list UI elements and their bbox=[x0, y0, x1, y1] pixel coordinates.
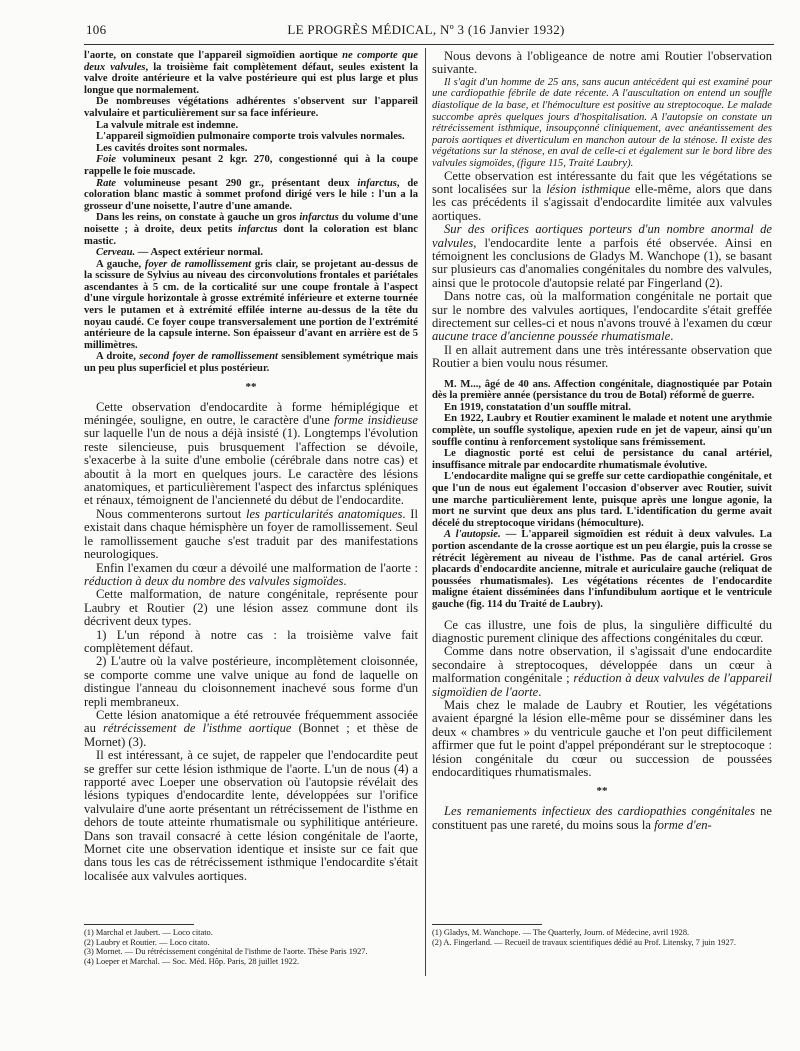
paragraph: Enfin l'examen du cœur a dévoilé une malformation de l'aorte : réduction à deux du nombre des valvules sigmoïdes. bbox=[84, 560, 418, 588]
footnote: (2) A. Fingerland. — Recueil de travaux scientifiques dédié au Prof. Litensky, 7 juin 1927. bbox=[432, 937, 736, 947]
paragraph: Rate volumineuse pesant 290 gr., présentant deux infarctus, de coloration blanc mastic à sommet profond dirigé vers le hile : l'un a la grosseur d'une noisette, l'autre d'une amande. bbox=[84, 177, 419, 212]
footnote: (3) Mornet. — Du rétrécissement congénital de l'isthme de l'aorte. Thèse Paris 1927. bbox=[84, 947, 368, 957]
column-divider bbox=[425, 48, 426, 976]
paragraph: Cette malformation, de nature congénitale, représente pour Laubry et Routier (2) une lésion assez commune dont ils décrivent deux types. bbox=[84, 587, 418, 629]
paragraph: l'aorte, on constate que l'appareil sigmoïdien aortique ne comporte que deux valvules, la troisième fait complètement défaut, seules existent la valve droite antérieure et la valve postérieure qui est plus large et plus longue que normalement. bbox=[84, 50, 418, 96]
paragraph: Sur des orifices aortiques porteurs d'un nombre anormal de valvules, l'endocardite lente a parfois été observée. Ainsi en témoignent les conclusions de Gladys M. Wanchope (1), se basant sur plusieurs cas d'anomalies congénitales du nombre des valvules, ainsi que le protocole d'autopsie relaté par Fingerland (2). bbox=[432, 222, 772, 290]
header-rule bbox=[84, 44, 774, 45]
section-separator: ** bbox=[245, 380, 257, 393]
paragraph: Il en allait autrement dans une très intéressante observation que Routier a bien voulu nous résumer. bbox=[432, 342, 772, 371]
running-title: LE PROGRÈS MÉDICAL, Nº 3 (16 Janvier 1932) bbox=[287, 22, 565, 37]
paragraph: Nous commenterons surtout les particularités anatomiques. Il existait dans chaque hémisphère un foyer de ramollissement. Seul le ramollissement gauche s'est traduit par des manifestations neurologiques. bbox=[84, 506, 418, 562]
paragraph: A l'autopsie. — L'appareil sigmoïdien est réduit à deux valvules. La portion ascendante de la crosse aortique est un peu élargie, puis la crosse se rétrécit légèrement au niveau de l'isthme. Pas de canal artériel. Gros placards d'endocardite ancienne, mitrale et auriculaire gauche (reliquat de poussées rhumatismales). Les végétations récentes de l'endocardite maligne étaient disséminées dans l'infundibulum aortique et le ventricule gauche (fig. 114 du Traité de Laubry). bbox=[432, 529, 772, 610]
paragraph: La valvule mitrale est indemne. bbox=[96, 119, 239, 131]
footnote-rule bbox=[432, 924, 542, 925]
running-header bbox=[86, 20, 766, 42]
paragraph: Dans notre cas, où la malformation congénitale ne portait que sur le nombre des valvules aortiques, l'endocardite s'était greffée directement sur celles-ci et nous n'avons trouvé à l'examen du cœur aucune trace d'ancienne poussée rhumatismale. bbox=[432, 289, 772, 344]
paragraph: Dans les reins, on constate à gauche un gros infarctus du volume d'une noisette ; à droite, deux petits infarctus dont la coloration est blanc mastic. bbox=[84, 212, 418, 247]
paragraph: L'endocardite maligne qui se greffe sur cette cardiopathie congénitale, et que l'un de nous eut également l'occasion d'observer avec Routier, suivit une marche particulièrement lente, puisque après une longue agonie, la mort ne survint que deux ans plus tard. L'identification du germe avait décelé du streptocoque viridans (hémoculture). bbox=[432, 471, 772, 529]
footnote: (1) Marchal et Jaubert. — Loco citato. bbox=[84, 928, 213, 937]
paragraph: Nous devons à l'obligeance de notre ami Routier l'observation suivante. bbox=[432, 49, 772, 77]
footnote: (1) Gladys, M. Wanchope. — The Quarterly, Journ. of Médecine, avril 1928. bbox=[432, 928, 690, 937]
left-footnotes bbox=[84, 920, 418, 966]
footnote: (4) Loeper et Marchal. — Soc. Méd. Hôp. Paris, 28 juillet 1922. bbox=[84, 956, 300, 966]
paragraph: Mais chez le malade de Laubry et Routier, les végétations avaient épargné la lésion elle-même pour se disséminer dans les deux « chambres » du ventricule gauche et l'on peut difficilement affirmer que fut le point d'appel prépondérant sur le streptocoque : lésion congénitale du cœur ou succession de poussées endocarditiques rhumatismales. bbox=[432, 697, 772, 779]
footnote: (2) Laubry et Routier. — Loco citato. bbox=[84, 937, 210, 947]
paragraph: Cette observation est intéressante du fait que les végétations se sont localisées sur la lésion isthmique elle-même, alors que dans les cas précédents il s'agissait d'endocardite limitée aux valvules aortiques. bbox=[432, 168, 772, 223]
right-column bbox=[432, 50, 772, 832]
paragraph: A gauche, foyer de ramollissement gris clair, se projetant au-dessus de la scissure de Sylvius au niveau des circonvolutions frontales et pariétales ascendantes à 5 cm. de la corticalité sur une coupe frontale à l'aspect d'une virgule horizontale à grosse extrémité inférieure et externe tournée vers le putamen et à extrémité effilée interne au-dessus de la tête du noyau caudé. Ce foyer coupe transversalement une portion de l'extrémité antérieure de la capsule interne. Son épaisseur d'avant en arrière est de 5 millimètres. bbox=[84, 258, 418, 351]
paragraph: En 1919, constatation d'un souffle mitral. bbox=[444, 401, 631, 413]
paragraph: Il s'agit d'un homme de 25 ans, sans aucun antécédent qui est examiné pour une cardiopathie fébrile de date récente. A l'auscultation on entend un souffle diastolique de la base, et l'hémoculture est positive au streptocoque. Le malade succombe après quelques jours d'hospitalisation. A l'autopsie on constate un rétrécissement isthmique, insoupçonné cliniquement, avec anéantissement des parois aortiques et diverticulum en manchon autour de la sténose. Il existe des végétations sur la sténose, en aval de celle-ci et également sur le bord libre des valvules sigmoïdes, (figure 115, Traité Laubry). bbox=[432, 76, 772, 169]
section-separator: ** bbox=[596, 785, 608, 798]
paragraph: Les remaniements infectieux des cardiopathies congénitales ne constituent pas une rareté, du moins sous la forme d'en- bbox=[432, 804, 772, 832]
paragraph: Le diagnostic porté est celui de persistance du canal artériel, insuffisance mitrale par endocardite rhumatismale évolutive. bbox=[432, 448, 772, 471]
paragraph: Comme dans notre observation, il s'agissait d'une endocardite secondaire à streptocoques, développée dans un cœur à malformation congénitale ; réduction à deux valvules de l'appareil sigmoïdien de l'aorte. bbox=[432, 644, 772, 699]
paragraph: Cerveau. — Aspect extérieur normal. bbox=[96, 247, 263, 259]
paragraph: Cette observation d'endocardite à forme hémiplégique et méningée, souligne, en outre, le caractère d'une forme insidieuse sur laquelle l'un de nous a déjà insisté (1). Longtemps l'évolution reste silencieuse, puis brusquement l'affection se dévoile, s'exacerbe à la suite d'une embolie (cérébrale dans notre cas) et aboutit à la mort en quelques jours. Le caractère des lésions anatomiques, et particulièrement l'aspect des infarctus spléniques et rénaux, témoignent de l'ancienneté du début de l'endocardite. bbox=[84, 399, 418, 508]
right-footnotes bbox=[432, 920, 772, 947]
paragraph: Foie volumineux pesant 2 kgr. 270, congestionné qui à la coupe rappelle le foie muscade. bbox=[84, 154, 418, 177]
paragraph: Les cavités droites sont normales. bbox=[96, 142, 248, 154]
paragraph: L'appareil sigmoïdien pulmonaire comporte trois valvules normales. bbox=[96, 131, 405, 143]
left-column bbox=[84, 50, 418, 883]
paragraph: M. M..., âgé de 40 ans. Affection congénitale, diagnostiquée par Potain dès la première année (persistance du trou de Botal) réformé de guerre. bbox=[432, 378, 772, 402]
paragraph: 1) L'un répond à notre cas : la troisième valve fait complètement défaut. bbox=[84, 627, 418, 655]
page-number: 106 bbox=[86, 22, 107, 37]
footnote-rule bbox=[84, 924, 194, 925]
paragraph: De nombreuses végétations adhérentes s'observent sur l'appareil valvulaire et particulièrement sur sa face inférieure. bbox=[84, 96, 418, 119]
paragraph: Ce cas illustre, une fois de plus, la singulière difficulté du diagnostic purement clinique des affections congénitales du cœur. bbox=[432, 617, 772, 645]
paragraph: Il est intéressant, à ce sujet, de rappeler que l'endocardite peut se greffer sur cette lésion isthmique de l'aorte. L'un de nous (4) a rapporté avec Loeper une observation où l'autopsie révélait des lésions typiques d'endocardite lente, développées sur l'orifice valvulaire d'une aorte présentant un rétrécissement de l'isthme en dehors de toute atteinte rhumatismale ou syphilitique antérieure. Dans son travail consacré à cette lésion congénitale de l'aorte, Mornet cite une observation identique et insiste sur ce fait que dans tous les cas de rétrécissement isthmique l'endocardite s'était localisée aux valvules aortiques. bbox=[84, 748, 418, 883]
paragraph: Cette lésion anatomique a été retrouvée fréquemment associée au rétrécissement de l'isthme aortique (Bonnet ; et thèse de Mornet) (3). bbox=[84, 707, 418, 749]
paragraph: 2) L'autre où la valve postérieure, incomplètement cloisonnée, se comporte comme une valve unique au fond de laquelle on distingue l'anneau du cloisonnement inachevé sous forme d'un repli membraneux. bbox=[84, 654, 418, 709]
paragraph: En 1922, Laubry et Routier examinent le malade et notent une arythmie complète, un souffle systolique, apexien rude en jet de vapeur, ainsi qu'un souffle continu à renforcement systolique sans frémissement. bbox=[432, 413, 772, 448]
paragraph: A droite, second foyer de ramollissement sensiblement symétrique mais un peu plus superficiel et plus postérieur. bbox=[84, 351, 418, 375]
